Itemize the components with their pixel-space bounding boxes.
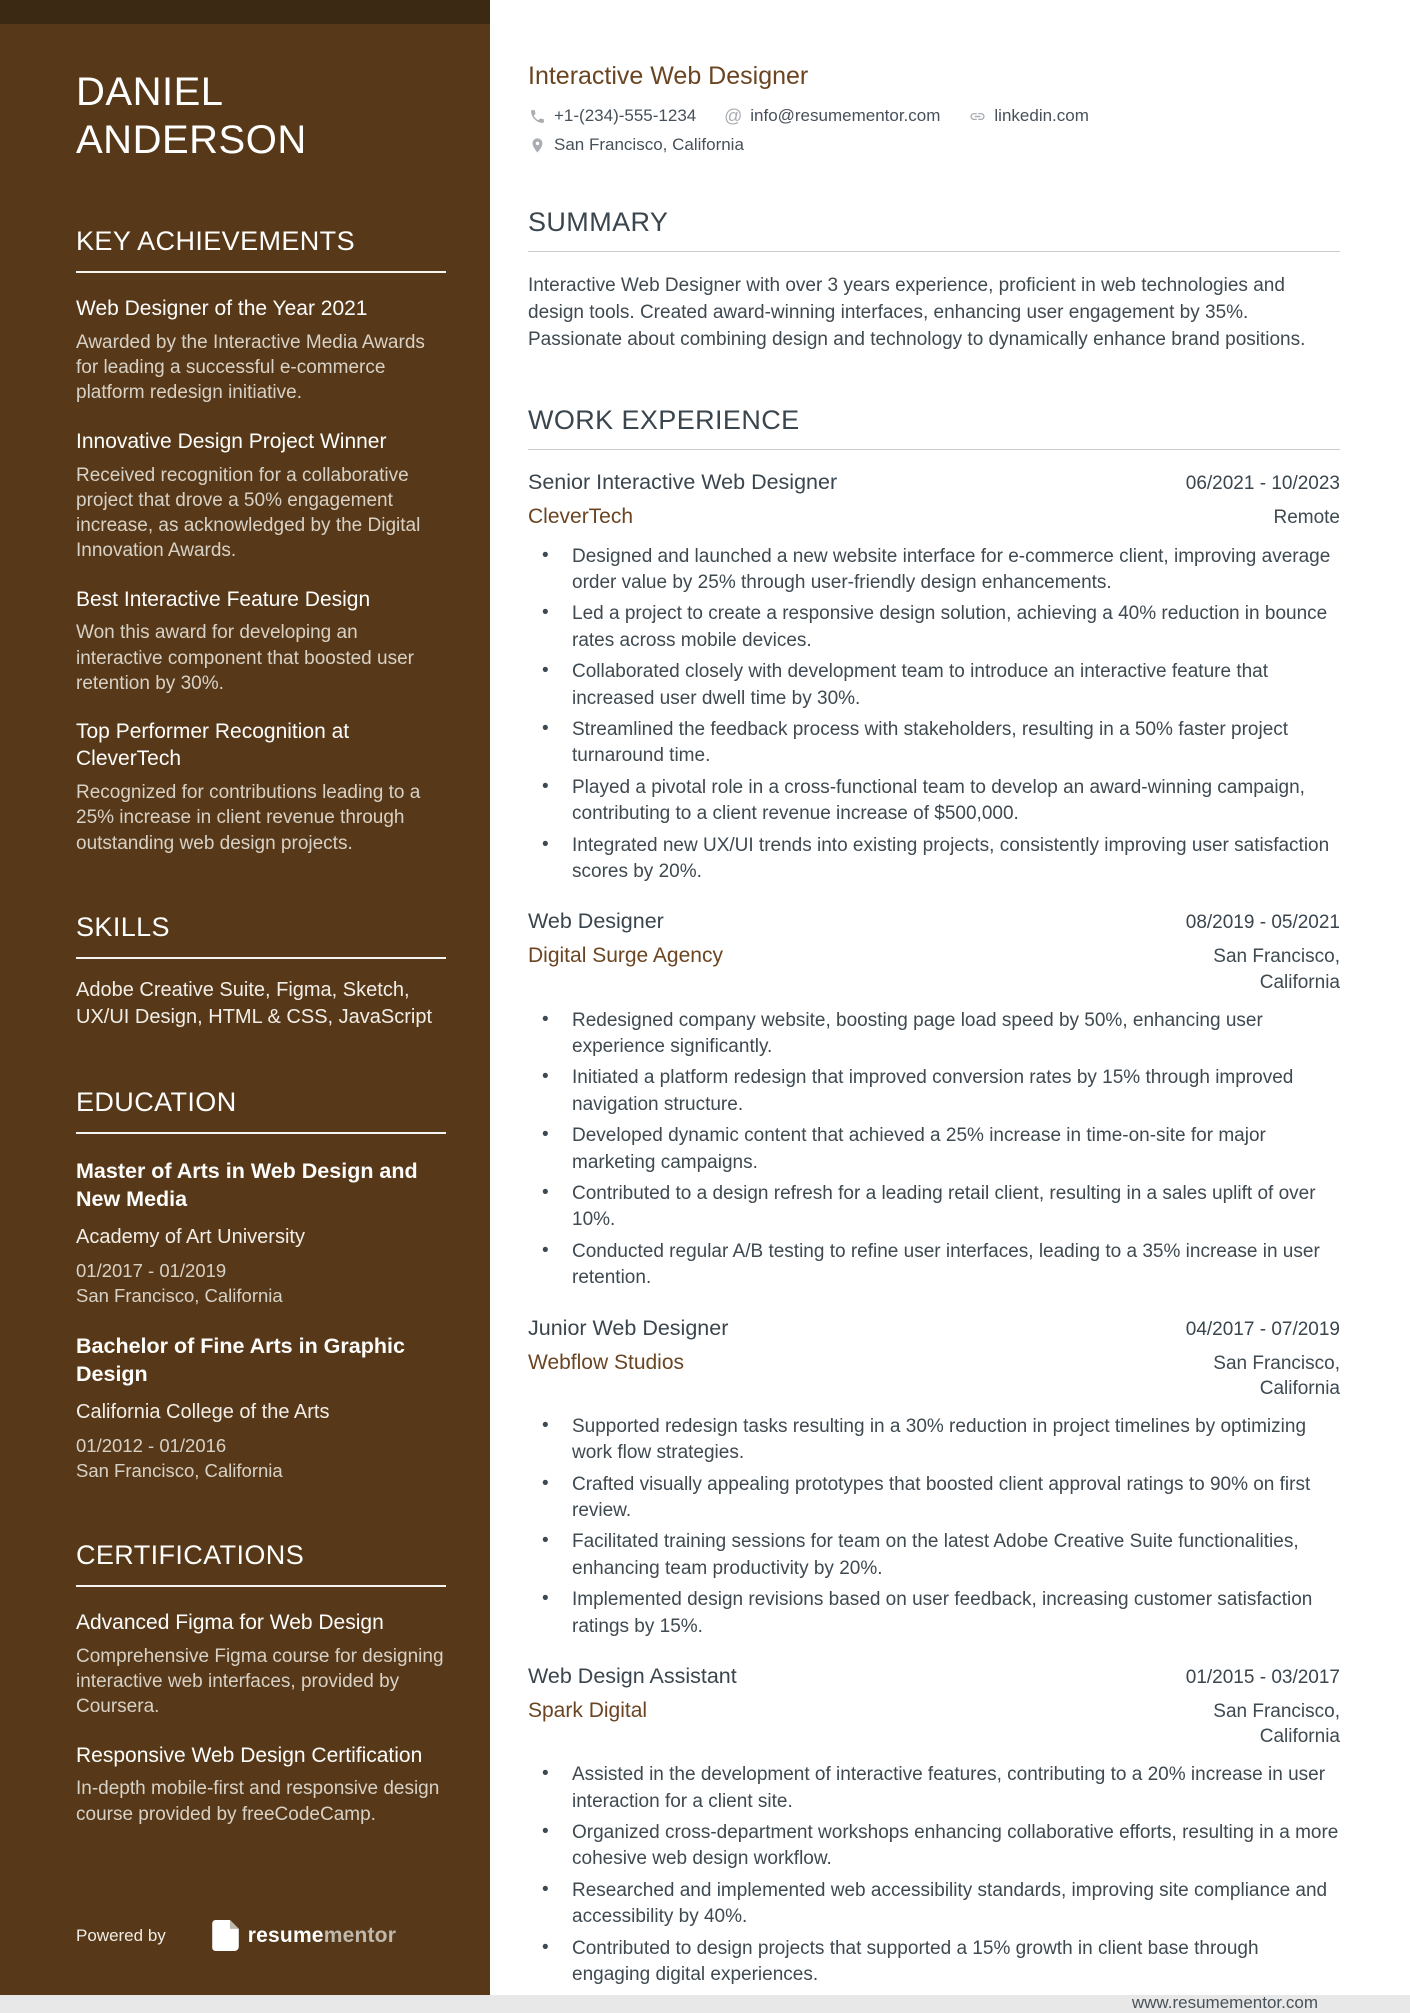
certification-item — [76, 1610, 446, 1720]
brand-text-bold: resume — [247, 1923, 324, 1947]
job-bullet: • Collaborated closely with development team to introduce an interactive feature that increased user dwell time by 30%. — [542, 659, 1340, 712]
achievement-title: Innovative Design Project Winner — [76, 429, 387, 453]
education-location: San Francisco, California — [76, 1285, 283, 1307]
skills-section — [76, 912, 446, 1031]
education-item — [76, 1158, 446, 1309]
job-subheader — [528, 505, 1340, 530]
phone-icon — [528, 107, 546, 125]
job-bullet-list — [528, 1762, 1340, 1988]
location-text: San Francisco, California — [554, 135, 744, 154]
achievement-description: Won this award for developing an interactive component that boosted user retention by 30%. — [76, 622, 414, 695]
job-dates: 01/2015 - 03/2017 — [1185, 1667, 1340, 1689]
education-item — [76, 1333, 446, 1484]
job-bullet-list — [528, 1008, 1340, 1292]
job-bullet: • Played a pivotal role in a cross-functional team to develop an award-winning campaign, contributing to a client revenue increase of $500,000. — [542, 775, 1340, 828]
achievement-description: Recognized for contributions leading to a 25% increase in client revenue through outstanding web design projects. — [76, 782, 421, 854]
job-bullet: • Facilitated training sessions for team on the latest Adobe Creative Suite functionalities, enhancing team productivity by 20%. — [542, 1529, 1340, 1582]
job-location: San Francisco, California — [1213, 1352, 1340, 1399]
linkedin-text: linkedin.com — [994, 106, 1089, 125]
link-icon — [968, 107, 986, 125]
sidebar-footer — [0, 1920, 490, 1995]
school-name: California College of the Arts — [76, 1400, 330, 1423]
summary-section — [528, 207, 1340, 353]
achievement-description: Awarded by the Interactive Media Awards for leading a successful e-commerce platform redesign initiative. — [76, 331, 425, 404]
work-experience-section — [528, 405, 1340, 1993]
summary-text: Interactive Web Designer with over 3 years experience, proficient in web technologies and design tools. Created award-winning interfaces, enhancing user engagement by 35%. Passionate about combining design and technology to dynamically enhance brand positions. — [528, 275, 1306, 351]
certification-description: Comprehensive Figma course for designing interactive web interfaces, provided by Coursera. — [76, 1645, 444, 1718]
achievement-item — [76, 429, 446, 564]
job-header — [528, 909, 1340, 934]
job-location: San Francisco, California — [1213, 1701, 1340, 1748]
job-bullet: • Conducted regular A/B testing to refine user interfaces, leading to a 35% increase in user retention. — [542, 1239, 1340, 1292]
job-location: San Francisco, California — [1213, 946, 1340, 993]
job-entry — [528, 909, 1340, 1291]
section-divider — [76, 957, 446, 959]
job-company: CleverTech — [528, 505, 634, 529]
website-url[interactable]: www.resumementor.com — [1131, 1993, 1318, 2013]
achievement-item — [76, 587, 446, 697]
job-header — [528, 1316, 1340, 1341]
job-subheader — [528, 1699, 1340, 1749]
achievement-description: Received recognition for a collaborative project that drove a 50% engagement increase, as acknowledged by the Digital Innovation Awards. — [76, 464, 421, 562]
job-location: Remote — [1273, 507, 1340, 529]
job-title: Web Design Assistant — [528, 1664, 737, 1689]
skills-list: Adobe Creative Suite, Figma, Sketch, UX/UI Design, HTML & CSS, JavaScript — [76, 978, 433, 1029]
certification-description: In-depth mobile-first and responsive design course provided by freeCodeCamp. — [76, 1778, 440, 1825]
summary-heading: SUMMARY — [528, 207, 669, 237]
certification-item — [76, 1743, 446, 1827]
education-dates-location — [76, 1434, 446, 1484]
job-entry — [528, 1664, 1340, 1988]
degree-title: Master of Arts in Web Design and New Media — [76, 1159, 418, 1212]
job-dates: 08/2019 - 05/2021 — [1185, 912, 1340, 934]
job-dates: 06/2021 - 10/2023 — [1185, 473, 1340, 495]
section-divider — [528, 449, 1340, 450]
sidebar-content — [0, 24, 490, 1827]
job-title: Senior Interactive Web Designer — [528, 470, 838, 495]
job-subheader — [528, 1351, 1340, 1401]
sidebar — [0, 0, 490, 1995]
contact-location — [528, 135, 744, 155]
job-company: Digital Surge Agency — [528, 944, 723, 968]
job-bullet: • Developed dynamic content that achieved a 25% increase in time-on-site for major marketing campaigns. — [542, 1123, 1340, 1176]
achievement-title: Best Interactive Feature Design — [76, 587, 371, 611]
job-company: Spark Digital — [528, 1699, 648, 1723]
contact-row-location — [528, 135, 1340, 155]
job-bullet: • Assisted in the development of interactive features, contributing to a 20% increase in user interaction for a client site. — [542, 1762, 1340, 1815]
education-heading: EDUCATION — [76, 1087, 237, 1118]
certifications-heading: CERTIFICATIONS — [76, 1539, 305, 1570]
job-bullet: • Supported redesign tasks resulting in a 30% reduction in project timelines by optimizing work flow strategies. — [542, 1414, 1340, 1467]
job-header — [528, 470, 1340, 495]
job-header — [528, 1664, 1340, 1689]
certification-title: Advanced Figma for Web Design — [76, 1610, 384, 1634]
contact-row — [528, 106, 1340, 126]
job-bullet: • Contributed to design projects that supported a 15% growth in client base through engaging digital experiences. — [542, 1936, 1340, 1989]
job-bullet: • Designed and launched a new website interface for e-commerce client, improving average order value by 25% through user-friendly design enhancements. — [542, 544, 1340, 597]
candidate-name: DANIEL ANDERSON — [76, 70, 307, 162]
resumementor-logo-icon — [212, 1920, 239, 1951]
job-bullet: • Redesigned company website, boosting page load speed by 50%, enhancing user experience significantly. — [542, 1008, 1340, 1061]
achievement-item — [76, 719, 446, 856]
work-experience-heading: WORK EXPERIENCE — [528, 405, 800, 436]
brand-text-light: mentor — [323, 1923, 397, 1947]
job-bullet-list — [528, 544, 1340, 886]
job-entry — [528, 1316, 1340, 1640]
achievement-title: Top Performer Recognition at CleverTech — [76, 720, 350, 771]
email-icon: @ — [724, 106, 743, 126]
section-divider — [76, 1132, 446, 1134]
email-address: info@resumementor.com — [750, 106, 941, 125]
phone-number: +1-(234)-555-1234 — [554, 106, 697, 125]
section-divider — [76, 271, 446, 273]
section-divider — [76, 1585, 446, 1587]
degree-title: Bachelor of Fine Arts in Graphic Design — [76, 1334, 405, 1386]
brand-text — [248, 1924, 396, 1948]
page-title: Interactive Web Designer — [528, 62, 809, 90]
skills-heading: SKILLS — [76, 911, 170, 942]
school-name: Academy of Art University — [76, 1226, 305, 1249]
job-entry — [528, 470, 1340, 885]
resumementor-brand[interactable] — [212, 1920, 396, 1951]
education-dates: 01/2012 - 01/2016 — [76, 1434, 227, 1456]
job-dates: 04/2017 - 07/2019 — [1185, 1318, 1340, 1340]
job-bullet: • Initiated a platform redesign that improved conversion rates by 15% through improved navigation structure. — [542, 1065, 1340, 1118]
sidebar-top-band — [0, 0, 490, 24]
education-dates: 01/2017 - 01/2019 — [76, 1260, 227, 1282]
education-location: San Francisco, California — [76, 1459, 283, 1481]
contact-email[interactable] — [724, 106, 940, 126]
section-divider — [528, 251, 1340, 252]
job-bullet: • Contributed to a design refresh for a leading retail client, resulting in a sales uplift of over 10%. — [542, 1181, 1340, 1234]
job-bullet: • Implemented design revisions based on user feedback, increasing customer satisfaction ratings by 15%. — [542, 1587, 1340, 1640]
job-bullet: • Organized cross-department workshops enhancing collaborative efforts, resulting in a more cohesive web design workflow. — [542, 1820, 1340, 1873]
job-company: Webflow Studios — [528, 1350, 685, 1374]
job-bullet: • Crafted visually appealing prototypes that boosted client approval ratings to 90% on first review. — [542, 1472, 1340, 1525]
certification-title: Responsive Web Design Certification — [76, 1743, 423, 1767]
location-pin-icon — [528, 136, 546, 154]
contact-linkedin[interactable] — [968, 106, 1089, 126]
job-bullet-list — [528, 1414, 1340, 1640]
powered-by-label: Powered by — [76, 1925, 166, 1945]
contact-phone[interactable] — [528, 106, 696, 126]
job-subheader — [528, 944, 1340, 994]
job-bullet: • Led a project to create a responsive design solution, achieving a 40% reduction in bounce rates across mobile devices. — [542, 601, 1340, 654]
job-bullet: • Integrated new UX/UI trends into existing projects, consistently improving user satisfaction scores by 20%. — [542, 833, 1340, 886]
achievement-item — [76, 296, 446, 406]
achievement-title: Web Designer of the Year 2021 — [76, 297, 368, 320]
job-bullet: • Researched and implemented web accessibility standards, improving site compliance and accessibility by 40%. — [542, 1878, 1340, 1931]
education-dates-location — [76, 1259, 446, 1309]
key-achievements-heading: KEY ACHIEVEMENTS — [76, 226, 355, 256]
job-bullet: • Streamlined the feedback process with stakeholders, resulting in a 50% faster project turnaround time. — [542, 717, 1340, 770]
key-achievements-section — [76, 226, 446, 856]
main-content — [490, 0, 1410, 2013]
job-title: Web Designer — [528, 909, 664, 934]
certifications-section — [76, 1540, 446, 1827]
job-title: Junior Web Designer — [528, 1315, 729, 1340]
education-section — [76, 1087, 446, 1484]
